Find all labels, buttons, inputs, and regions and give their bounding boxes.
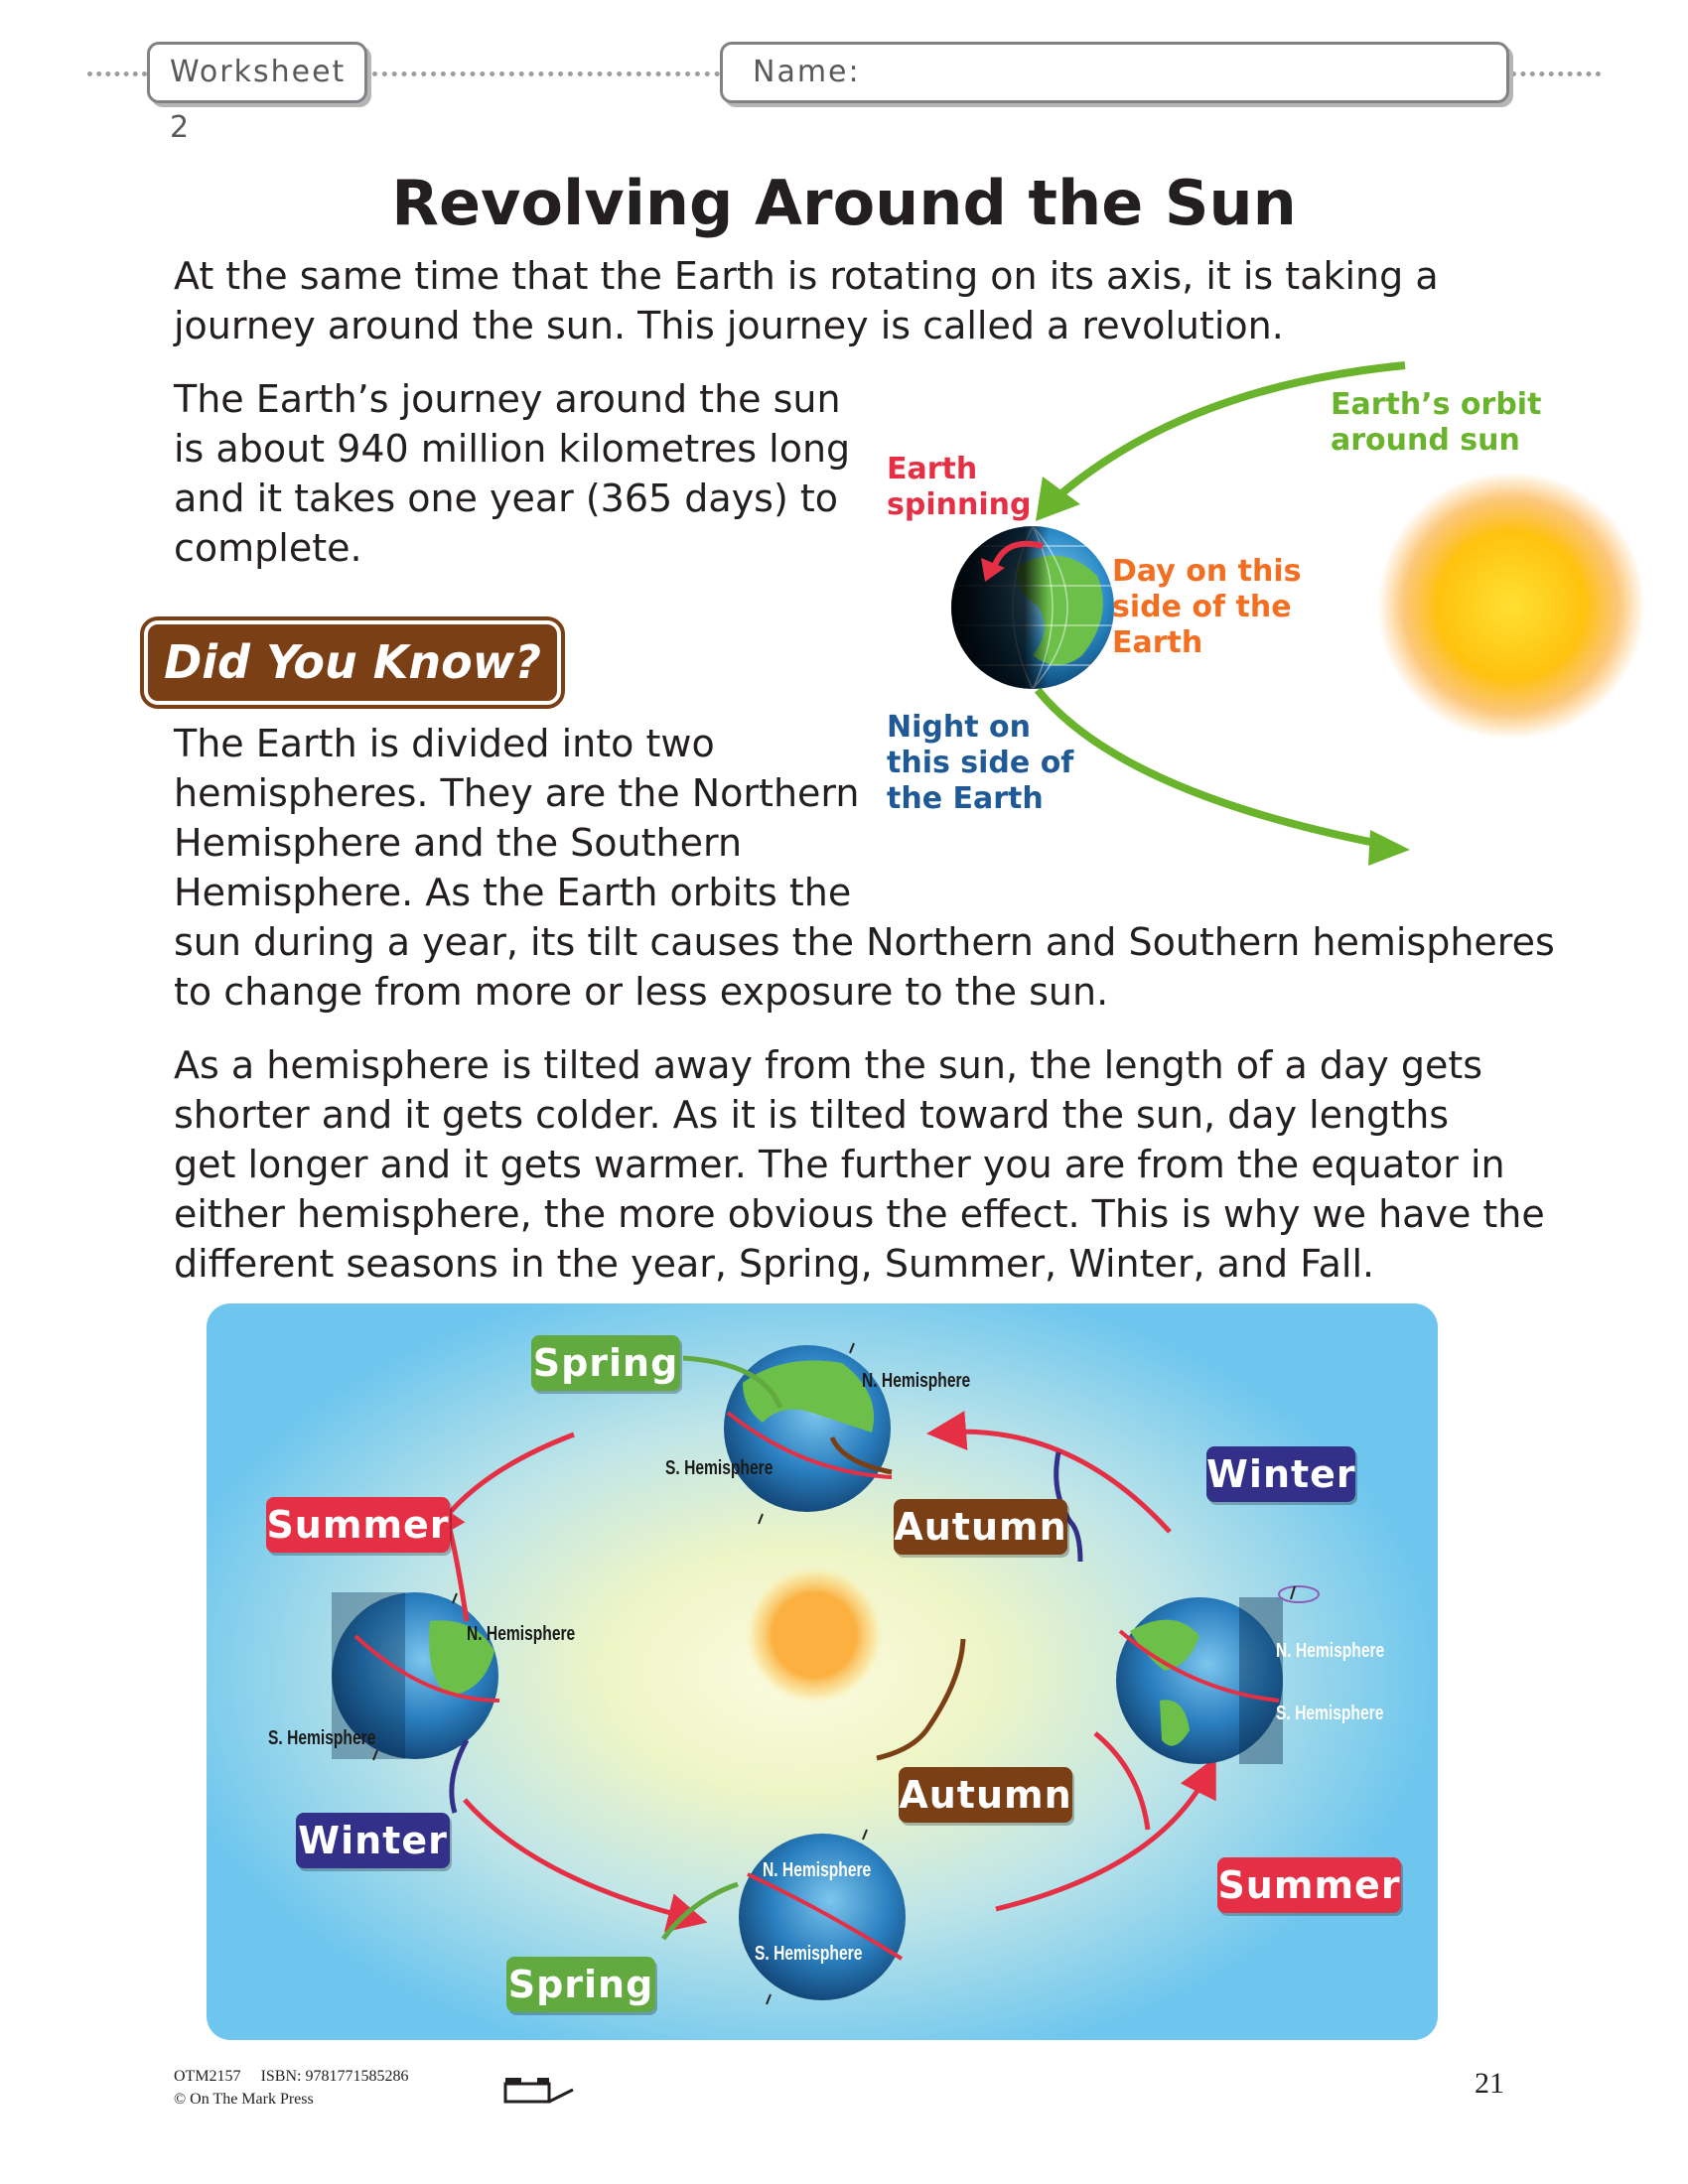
right-winter-label: Winter (1206, 1446, 1355, 1502)
night-line-3: the Earth (887, 781, 1044, 816)
journey-line-3: and it takes one year (365 days) to (174, 477, 839, 520)
name-field[interactable]: Name: (720, 42, 1509, 103)
top-n-hemisphere-label: N. Hemisphere (862, 1370, 971, 1392)
seasons-diagram (207, 1303, 1438, 2040)
hemispheres-line-6: to change from more or less exposure to the sun. (174, 970, 1109, 1014)
day-line-3: Earth (1112, 625, 1203, 660)
left-winter-label: Winter (296, 1813, 450, 1868)
globe-right-icon (1116, 1586, 1319, 1764)
footer-isbn: ISBN: 9781771585286 (260, 2068, 409, 2085)
intro-line-2: journey around the sun. This journey is called a revolution. (174, 304, 1284, 347)
header-dots-right (1511, 71, 1601, 76)
orbit-arrowhead-bottom (1368, 830, 1410, 866)
intro-paragraph (174, 251, 1439, 350)
did-you-know-banner: Did You Know? (144, 620, 561, 705)
journey-line-4: complete. (174, 526, 362, 570)
night-line-2: this side of (887, 746, 1074, 780)
hemispheres-line-1: The Earth is divided into two (174, 722, 715, 765)
bottom-s-hemisphere-label: S. Hemisphere (755, 1943, 863, 1965)
tilt-line-1: As a hemisphere is tilted away from the sun, the length of a day gets (174, 1043, 1483, 1087)
publisher-logo-icon (501, 2070, 581, 2110)
hemispheres-line-2: hemispheres. They are the Northern (174, 771, 860, 815)
header-dots-left (87, 71, 147, 76)
orbit-arrow-top-left (435, 1434, 574, 1532)
day-line-2: side of the (1112, 590, 1292, 624)
orbit-arrow-bottom (1038, 690, 1390, 846)
connector-bottom-autumn (877, 1639, 963, 1758)
top-s-hemisphere-label: S. Hemisphere (665, 1457, 774, 1479)
footer-copyright: © On The Mark Press (174, 2091, 314, 2108)
earth-spinning-label (887, 452, 1031, 523)
earth-globe-icon (951, 526, 1114, 689)
tilt-line-4: either hemisphere, the more obvious the effect. This is why we have the (174, 1192, 1545, 1236)
page-number: 21 (1475, 2067, 1504, 2100)
intro-line-1: At the same time that the Earth is rotating on its axis, it is taking a (174, 254, 1439, 298)
globe-bottom-icon (739, 1830, 906, 2004)
orbit-label-line-2: around sun (1331, 423, 1520, 458)
tilt-line-3: get longer and it gets warmer. The further you are from the equator in (174, 1143, 1505, 1186)
earth-spinning-line-2: spinning (887, 487, 1032, 522)
worksheet-label: Worksheet 2 (147, 42, 367, 103)
center-sun-icon (745, 1566, 884, 1705)
left-n-hemisphere-label: N. Hemisphere (467, 1623, 576, 1645)
day-line-1: Day on this (1112, 554, 1302, 589)
hemispheres-line-4: Hemisphere. As the Earth orbits the (174, 871, 852, 914)
left-s-hemisphere-label: S. Hemisphere (268, 1727, 376, 1749)
earth-spinning-line-1: Earth (887, 452, 978, 486)
hemispheres-line-5: sun during a year, its tilt causes the Northern and Southern hemispheres (174, 920, 1555, 964)
journey-paragraph (174, 374, 850, 573)
tilt-paragraph (174, 1040, 1545, 1289)
orbit-label-line-1: Earth’s orbit (1331, 387, 1542, 422)
tilt-line-2: shorter and it gets colder. As it is tilted toward the sun, day lengths (174, 1093, 1450, 1137)
right-n-hemisphere-label: N. Hemisphere (1276, 1640, 1385, 1662)
orbit-arrow-bottom-left (465, 1800, 693, 1919)
bottom-n-hemisphere-label: N. Hemisphere (763, 1859, 872, 1881)
right-s-hemisphere-label: S. Hemisphere (1276, 1703, 1384, 1724)
connector-right-summer (1095, 1733, 1148, 1830)
top-spring-label: Spring (531, 1335, 680, 1391)
tilt-line-5: different seasons in the year, Spring, Summer, Winter, and Fall. (174, 1242, 1375, 1286)
journey-line-2: is about 940 million kilometres long (174, 427, 851, 471)
left-summer-label: Summer (266, 1497, 450, 1553)
orbit-label (1331, 387, 1541, 459)
page-title: Revolving Around the Sun (391, 167, 1297, 239)
journey-line-1: The Earth’s journey around the sun (174, 377, 841, 421)
night-side-label (887, 710, 1073, 817)
bottom-spring-label: Spring (506, 1957, 655, 2012)
header-dots-middle (372, 71, 720, 76)
footer-code: OTM2157 (174, 2068, 241, 2085)
day-side-label (1112, 554, 1301, 661)
right-summer-label: Summer (1217, 1857, 1401, 1913)
hemispheres-line-3: Hemisphere and the Southern (174, 821, 743, 865)
footer-code-isbn (174, 2068, 408, 2086)
bottom-autumn-label: Autumn (899, 1767, 1072, 1823)
top-autumn-label: Autumn (894, 1499, 1067, 1555)
sun-icon (1377, 472, 1645, 740)
night-line-1: Night on (887, 710, 1031, 745)
